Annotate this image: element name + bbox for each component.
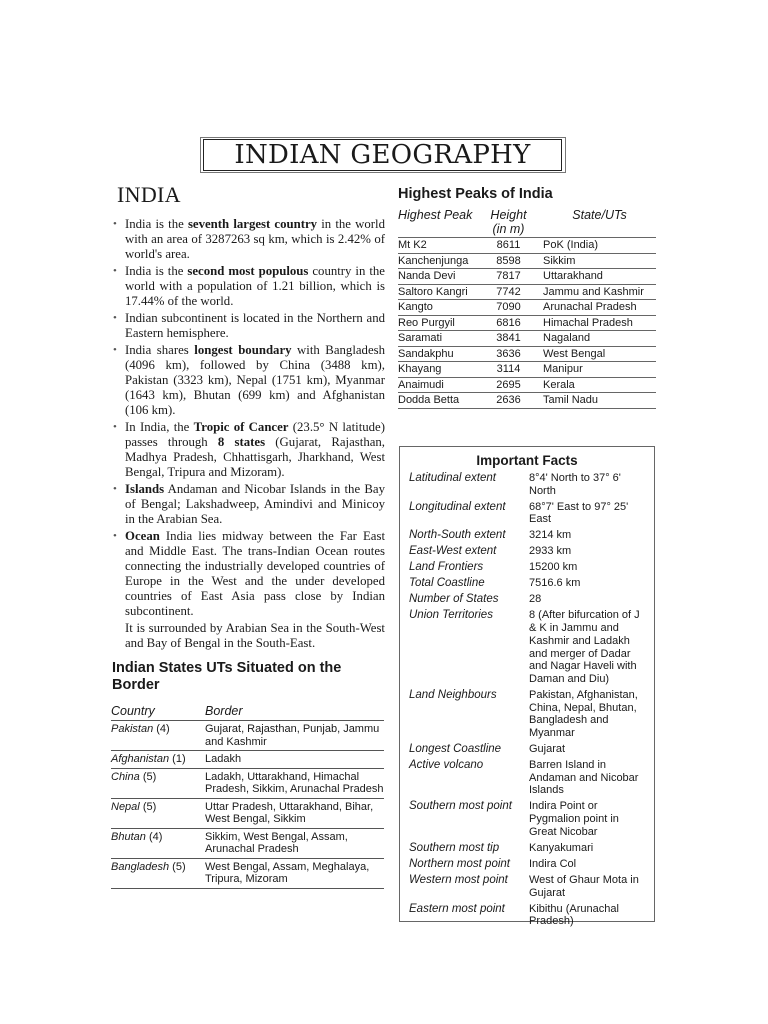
peak-name-cell: Saramati [398, 331, 484, 347]
peak-state-cell: Kerala [533, 377, 656, 393]
peak-height-cell: 6816 [484, 315, 533, 331]
item-text: Andaman and Nicobar Islands in the Bay of Bengal; Lakshadweep, Amindivi and Minicoy in the Arabian Sea. [125, 482, 385, 526]
item-bold-text: longest boundary [194, 343, 292, 357]
peak-height-cell: 7742 [484, 284, 533, 300]
border-states-cell: Sikkim, West Bengal, Assam, Arunachal Pradesh [205, 828, 384, 858]
col-border-header: Border [205, 704, 243, 718]
peak-height-cell: 8598 [484, 253, 533, 269]
fact-row [400, 529, 654, 542]
fact-key: Longest Coastline [409, 743, 502, 756]
peak-height-cell: 8611 [484, 238, 533, 254]
col-height-header [484, 208, 533, 238]
item-text: India shares [125, 343, 195, 357]
list-item [110, 311, 385, 341]
item-bold-text: Islands [125, 482, 165, 496]
fact-row [400, 858, 654, 871]
fact-row [400, 842, 654, 855]
peak-name-cell: Reo Purgyil [398, 315, 484, 331]
table-row [398, 377, 656, 393]
peak-state-cell: Sikkim [533, 253, 656, 269]
col-height-unit: (in m) [492, 222, 525, 236]
peak-name-cell: Anaimudi [398, 377, 484, 393]
fact-value: West of Ghaur Mota in Gujarat [529, 873, 639, 899]
page-title: INDIAN GEOGRAPHY [203, 139, 562, 171]
item-text: (23.5° N latitude) passes through [125, 420, 386, 449]
fact-key: Southern most point [409, 800, 512, 813]
table-row [111, 858, 384, 888]
fact-value: 3214 km [529, 529, 572, 542]
table-row [398, 331, 656, 347]
item-bold-text: Ocean [125, 529, 160, 543]
peaks-heading: Highest Peaks of India [398, 186, 553, 202]
list-item [110, 420, 385, 480]
country-cell [111, 828, 205, 858]
country-cell [111, 798, 205, 828]
item-text: country in the world with a population of 1.21 billion, which is 17.44% of the world. [125, 264, 385, 308]
fact-value: Indira Point or Pygmalion point in Great Nicobar [529, 800, 619, 838]
list-item [110, 217, 385, 262]
border-states-cell: Ladakh [205, 751, 384, 769]
peak-height-cell: 7817 [484, 269, 533, 285]
fact-key: Land Neighbours [409, 688, 497, 701]
fact-value: 68°7' East to 97° 25' East [529, 500, 629, 526]
peak-state-cell: Jammu and Kashmir [533, 284, 656, 300]
fact-key: Western most point [409, 873, 508, 886]
peak-state-cell: Tamil Nadu [533, 393, 656, 409]
border-states-table [111, 704, 384, 889]
peaks-table [398, 208, 656, 409]
table-row [398, 238, 656, 254]
left-column [110, 180, 385, 889]
country-name: China [111, 770, 140, 783]
item-text: India is the [125, 217, 188, 231]
fact-key: Northern most point [409, 857, 510, 870]
fact-key: Number of States [409, 593, 499, 606]
country-name: Afghanistan [111, 753, 170, 765]
peak-name-cell: Dodda Betta [398, 393, 484, 409]
peak-state-cell: Arunachal Pradesh [533, 300, 656, 316]
peak-name-cell: Kanchenjunga [398, 253, 484, 269]
india-extra-text: It is surrounded by Arabian Sea in the South-West and Bay of Bengal in the South-East. [125, 621, 385, 650]
state-count: (5) [142, 800, 157, 813]
table-row [398, 315, 656, 331]
item-bold-text: second most populous [187, 264, 309, 278]
peak-name-cell: Mt K2 [398, 238, 484, 254]
fact-key: North-South extent [409, 529, 506, 542]
table-row [398, 393, 656, 409]
table-row [398, 362, 656, 378]
table-row [111, 721, 384, 751]
col-country-header: Country [111, 704, 155, 718]
country-cell [111, 768, 205, 798]
fact-row [400, 561, 654, 574]
item-bold-text: Tropic of Cancer [193, 420, 289, 434]
fact-row [400, 609, 654, 685]
item-text: with Bangladesh (4096 km), followed by China (3488 km), Pakistan (3323 km), Nepal (1751 km), Myanmar (1643 km), Bhutan (699 km) and Afghanistan (106 km). [125, 343, 386, 417]
fact-value: Gujarat [529, 743, 566, 756]
peak-height-cell: 3636 [484, 346, 533, 362]
state-count: (4) [148, 830, 163, 843]
peak-state-cell: PoK (India) [533, 238, 656, 254]
table-row [398, 300, 656, 316]
state-count: (5) [172, 860, 186, 873]
item-bold-text: seventh largest country [187, 217, 318, 231]
peak-height-cell: 2636 [484, 393, 533, 409]
border-states-heading: Indian States UTs Situated on the Border [112, 660, 342, 693]
fact-row [400, 743, 654, 756]
fact-key: Longitudinal extent [409, 500, 506, 513]
col-peak-header: Highest Peak [398, 208, 473, 222]
peak-name-cell: Sandakphu [398, 346, 484, 362]
item-text: India lies midway between the Far East and Middle East. The trans-Indian Ocean routes connecting the industrially developed countries of Europe in the West and the under developed countries of East Asia pass close by Indian subcontinent. [125, 529, 385, 618]
peak-state-cell: Nagaland [533, 331, 656, 347]
fact-row [400, 874, 654, 899]
fact-value: 28 [529, 593, 542, 606]
peak-name-cell: Saltoro Kangri [398, 284, 484, 300]
important-facts-heading: Important Facts [476, 453, 578, 468]
right-column [398, 186, 656, 409]
fact-value: Pakistan, Afghanistan, China, Nepal, Bhutan, Bangladesh and Myanmar [529, 688, 638, 740]
fact-key: Total Coastline [409, 577, 485, 590]
peak-height-cell: 2695 [484, 377, 533, 393]
fact-value: Barren Island in Andaman and Nicobar Islands [529, 759, 639, 797]
fact-value: 2933 km [529, 545, 572, 558]
border-states-cell: Gujarat, Rajasthan, Punjab, Jammu and Kashmir [205, 721, 384, 751]
fact-row [400, 593, 654, 606]
fact-key: Latitudinal extent [409, 472, 496, 484]
table-row [111, 768, 384, 798]
fact-key: Active volcano [409, 759, 484, 772]
table-row [111, 828, 384, 858]
fact-key: Eastern most point [409, 902, 505, 915]
peak-state-cell: Uttarakhand [533, 269, 656, 285]
important-facts-list [400, 472, 654, 928]
item-bold-text: 8 states [217, 435, 266, 449]
important-facts-box [399, 446, 655, 928]
item-text: India is the [125, 264, 188, 278]
fact-row [400, 501, 654, 526]
peak-height-cell: 7090 [484, 300, 533, 316]
fact-row [400, 689, 654, 740]
country-name: Bangladesh [111, 860, 170, 873]
country-name: Pakistan [111, 723, 154, 735]
fact-value: 7516.6 km [529, 577, 581, 590]
item-text: Indian subcontinent is located in the Northern and Eastern hemisphere. [125, 311, 385, 340]
fact-row [400, 545, 654, 558]
list-item [110, 482, 385, 527]
item-text: (Gujarat, Rajasthan, Madhya Pradesh, Chhattisgarh, Jharkhand, West Bengal, Tripura and Mizoram). [125, 435, 385, 479]
india-heading: INDIA [117, 182, 181, 207]
border-states-cell: Ladakh, Uttarakhand, Himachal Pradesh, Sikkim, Arunachal Pradesh [205, 768, 384, 798]
state-count: (1) [172, 753, 186, 765]
border-states-cell: West Bengal, Assam, Meghalaya, Tripura, Mizoram [205, 858, 384, 888]
col-state-header: State/UTs [572, 208, 627, 222]
peak-state-cell: Manipur [533, 362, 656, 378]
fact-key: East-West extent [409, 545, 497, 558]
fact-row [400, 800, 654, 838]
list-item [110, 343, 385, 418]
country-cell [111, 721, 205, 751]
table-row [398, 346, 656, 362]
fact-key: Union Territories [409, 609, 493, 622]
fact-row [400, 472, 654, 497]
country-name: Bhutan [111, 830, 146, 843]
fact-row [400, 903, 654, 928]
peak-state-cell: Himachal Pradesh [533, 315, 656, 331]
table-row [398, 269, 656, 285]
item-text: In India, the [125, 420, 194, 434]
table-row [398, 284, 656, 300]
list-item [110, 264, 385, 309]
fact-key: Southern most tip [409, 841, 500, 854]
fact-value: 8°4' North to 37° 6' North [529, 472, 621, 497]
fact-row [400, 759, 654, 797]
india-facts-list [110, 217, 385, 619]
country-cell [111, 858, 205, 888]
border-states-cell: Uttar Pradesh, Uttarakhand, Bihar, West Bengal, Sikkim [205, 798, 384, 828]
peak-height-cell: 3114 [484, 362, 533, 378]
peak-height-cell: 3841 [484, 331, 533, 347]
state-count: (4) [156, 723, 170, 735]
peak-state-cell: West Bengal [533, 346, 656, 362]
peak-name-cell: Khayang [398, 362, 484, 378]
fact-value: 15200 km [529, 561, 578, 574]
fact-value: Kibithu (Arunachal Pradesh) [529, 902, 619, 928]
fact-value: 8 (After bifurcation of J & K in Jammu and Kashmir and Ladakh and merger of Dadar and Nagar Haveli with Daman and Diu) [529, 609, 640, 685]
country-cell [111, 751, 205, 769]
table-row [111, 751, 384, 769]
fact-key: Land Frontiers [409, 561, 484, 574]
state-count: (5) [142, 770, 157, 783]
table-row [111, 798, 384, 828]
item-text: in the world with an area of 3287263 sq km, which is 2.42% of world's area. [125, 217, 385, 261]
fact-value: Indira Col [529, 857, 577, 870]
fact-value: Kanyakumari [529, 841, 594, 854]
peak-name-cell: Kangto [398, 300, 484, 316]
table-row [398, 253, 656, 269]
peak-name-cell: Nanda Devi [398, 269, 484, 285]
country-name: Nepal [111, 800, 140, 813]
col-height-label: Height [490, 208, 527, 222]
list-item [110, 529, 385, 619]
fact-row [400, 577, 654, 590]
